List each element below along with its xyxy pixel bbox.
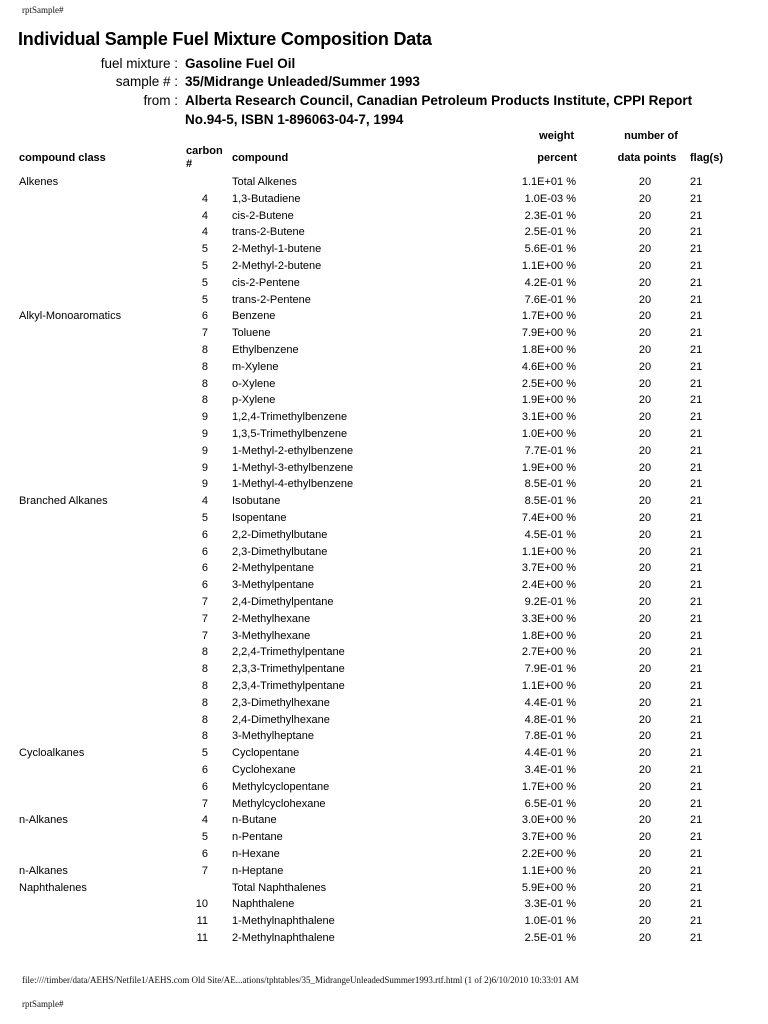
flags-cell: 21 xyxy=(690,310,703,322)
carbon-number-cell: 5 xyxy=(201,747,208,759)
flags-cell: 21 xyxy=(690,630,703,642)
fuel-mixture-value: Gasoline Fuel Oil xyxy=(185,56,296,71)
compound-class-cell: Branched Alkanes xyxy=(19,495,108,507)
data-points-cell: 20 xyxy=(638,680,652,692)
compound-name-cell: 1-Methylnaphthalene xyxy=(232,915,335,927)
weight-percent-cell: 7.7E-01 % xyxy=(524,445,576,457)
weight-percent-cell: 3.0E+00 % xyxy=(521,814,576,826)
flags-cell: 21 xyxy=(690,327,703,339)
flags-cell: 21 xyxy=(690,865,703,877)
flags-cell: 21 xyxy=(690,260,703,272)
flags-cell: 21 xyxy=(690,529,703,541)
data-points-cell: 20 xyxy=(638,865,652,877)
weight-percent-cell: 1.1E+00 % xyxy=(521,260,576,272)
compound-name-cell: 1-Methyl-4-ethylbenzene xyxy=(232,478,354,490)
weight-percent-cell: 1.1E+01 % xyxy=(521,176,576,188)
from-label: from : xyxy=(143,93,178,108)
data-points-cell: 20 xyxy=(638,394,652,406)
compound-name-cell: 1-Methyl-2-ethylbenzene xyxy=(232,445,354,457)
weight-percent-cell: 3.7E+00 % xyxy=(521,562,576,574)
data-points-cell: 20 xyxy=(638,898,652,910)
flags-cell: 21 xyxy=(690,747,703,759)
weight-percent-cell: 3.7E+00 % xyxy=(521,831,576,843)
weight-percent-cell: 7.9E+00 % xyxy=(521,327,576,339)
weight-percent-cell: 7.6E-01 % xyxy=(524,294,576,306)
col-points-line2: data points xyxy=(617,152,677,164)
carbon-number-cell: 7 xyxy=(201,327,208,339)
carbon-number-cell: 7 xyxy=(201,596,208,608)
flags-cell: 21 xyxy=(690,831,703,843)
weight-percent-cell: 4.4E-01 % xyxy=(524,747,576,759)
compound-name-cell: 2,2-Dimethylbutane xyxy=(232,529,328,541)
weight-percent-cell: 1.0E-01 % xyxy=(524,915,576,927)
carbon-number-cell: 4 xyxy=(201,210,208,222)
data-points-cell: 20 xyxy=(638,243,652,255)
weight-percent-cell: 5.9E+00 % xyxy=(521,882,576,894)
compound-name-cell: Toluene xyxy=(232,327,271,339)
weight-percent-cell: 2.5E-01 % xyxy=(524,932,576,944)
weight-percent-cell: 1.0E+00 % xyxy=(521,428,576,440)
flags-cell: 21 xyxy=(690,562,703,574)
carbon-number-cell: 7 xyxy=(201,798,208,810)
weight-percent-cell: 1.9E+00 % xyxy=(521,394,576,406)
data-points-cell: 20 xyxy=(638,428,652,440)
carbon-number-cell: 4 xyxy=(201,814,208,826)
flags-cell: 21 xyxy=(690,579,703,591)
flags-cell: 21 xyxy=(690,445,703,457)
flags-cell: 21 xyxy=(690,394,703,406)
data-points-cell: 20 xyxy=(638,327,652,339)
compound-name-cell: 1-Methyl-3-ethylbenzene xyxy=(232,462,354,474)
compound-name-cell: n-Hexane xyxy=(232,848,280,860)
compound-name-cell: n-Pentane xyxy=(232,831,283,843)
carbon-number-cell: 8 xyxy=(201,730,208,742)
compound-name-cell: cis-2-Butene xyxy=(232,210,294,222)
page-title: Individual Sample Fuel Mixture Composition Data xyxy=(18,29,432,49)
compound-name-cell: 2,3-Dimethylbutane xyxy=(232,546,328,558)
flags-cell: 21 xyxy=(690,714,703,726)
carbon-number-cell: 6 xyxy=(201,848,208,860)
flags-cell: 21 xyxy=(690,898,703,910)
data-points-cell: 20 xyxy=(638,579,652,591)
flags-cell: 21 xyxy=(690,294,703,306)
compound-name-cell: 2,4-Dimethylhexane xyxy=(232,714,330,726)
weight-percent-cell: 1.0E-03 % xyxy=(524,193,576,205)
flags-cell: 21 xyxy=(690,210,703,222)
weight-percent-cell: 2.7E+00 % xyxy=(521,646,576,658)
carbon-number-cell: 5 xyxy=(201,277,208,289)
data-points-cell: 20 xyxy=(638,613,652,625)
data-points-cell: 20 xyxy=(638,294,652,306)
col-weight-line2: percent xyxy=(537,152,577,164)
compound-name-cell: trans-2-Butene xyxy=(232,226,305,238)
compound-name-cell: Cyclohexane xyxy=(232,764,296,776)
compound-name-cell: o-Xylene xyxy=(232,378,276,390)
data-points-cell: 20 xyxy=(638,714,652,726)
data-points-cell: 20 xyxy=(638,764,652,776)
weight-percent-cell: 1.1E+00 % xyxy=(521,546,576,558)
carbon-number-cell: 9 xyxy=(201,411,208,423)
carbon-number-cell: 8 xyxy=(201,344,208,356)
compound-name-cell: 3-Methylpentane xyxy=(232,579,314,591)
carbon-number-cell: 10 xyxy=(195,898,208,910)
flags-cell: 21 xyxy=(690,781,703,793)
compound-name-cell: 3-Methylhexane xyxy=(232,630,311,642)
carbon-number-cell: 5 xyxy=(201,294,208,306)
fuel-mixture-label: fuel mixture : xyxy=(100,56,178,71)
compound-name-cell: Methylcyclohexane xyxy=(232,798,326,810)
flags-cell: 21 xyxy=(690,915,703,927)
flags-cell: 21 xyxy=(690,596,703,608)
data-points-cell: 20 xyxy=(638,697,652,709)
weight-percent-cell: 1.1E+00 % xyxy=(521,865,576,877)
data-points-cell: 20 xyxy=(638,882,652,894)
flags-cell: 21 xyxy=(690,361,703,373)
weight-percent-cell: 1.9E+00 % xyxy=(521,462,576,474)
flags-cell: 21 xyxy=(690,277,703,289)
weight-percent-cell: 2.5E-01 % xyxy=(524,226,576,238)
flags-cell: 21 xyxy=(690,411,703,423)
carbon-number-cell: 8 xyxy=(201,714,208,726)
flags-cell: 21 xyxy=(690,814,703,826)
weight-percent-cell: 2.4E+00 % xyxy=(521,579,576,591)
carbon-number-cell: 6 xyxy=(201,781,208,793)
compound-name-cell: 2,2,4-Trimethylpentane xyxy=(232,646,345,658)
carbon-number-cell: 8 xyxy=(201,646,208,658)
carbon-number-cell: 11 xyxy=(196,915,208,927)
data-points-cell: 20 xyxy=(638,495,652,507)
flags-cell: 21 xyxy=(690,646,703,658)
weight-percent-cell: 2.5E+00 % xyxy=(521,378,576,390)
compound-class-cell: Alkyl-Monoaromatics xyxy=(19,310,122,322)
compound-name-cell: 1,3-Butadiene xyxy=(232,193,301,205)
flags-cell: 21 xyxy=(690,764,703,776)
carbon-number-cell: 6 xyxy=(201,310,208,322)
compound-name-cell: 2-Methyl-2-butene xyxy=(232,260,322,272)
compound-name-cell: Benzene xyxy=(232,310,276,322)
weight-percent-cell: 7.4E+00 % xyxy=(521,512,576,524)
weight-percent-cell: 4.4E-01 % xyxy=(524,697,576,709)
flags-cell: 21 xyxy=(690,848,703,860)
weight-percent-cell: 4.5E-01 % xyxy=(524,529,576,541)
data-points-cell: 20 xyxy=(638,596,652,608)
col-compound: compound xyxy=(232,152,289,164)
weight-percent-cell: 6.5E-01 % xyxy=(524,798,576,810)
carbon-number-cell: 9 xyxy=(201,462,208,474)
carbon-number-cell: 9 xyxy=(201,428,208,440)
data-points-cell: 20 xyxy=(638,512,652,524)
carbon-number-cell: 5 xyxy=(201,512,208,524)
carbon-number-cell: 5 xyxy=(201,831,208,843)
data-points-cell: 20 xyxy=(638,781,652,793)
col-points-line1: number of xyxy=(624,130,678,142)
page-header: rptSample# xyxy=(22,5,64,15)
weight-percent-cell: 1.7E+00 % xyxy=(521,310,576,322)
col-weight-line1: weight xyxy=(539,130,574,142)
weight-percent-cell: 1.1E+00 % xyxy=(521,680,576,692)
compound-class-cell: n-Alkanes xyxy=(19,865,68,877)
data-points-cell: 20 xyxy=(638,378,652,390)
weight-percent-cell: 9.2E-01 % xyxy=(524,596,576,608)
sample-label: sample # : xyxy=(115,74,178,89)
weight-percent-cell: 2.3E-01 % xyxy=(524,210,576,222)
carbon-number-cell: 9 xyxy=(201,445,208,457)
data-points-cell: 20 xyxy=(638,562,652,574)
compound-name-cell: Total Naphthalenes xyxy=(232,882,327,894)
weight-percent-cell: 3.3E+00 % xyxy=(521,613,576,625)
carbon-number-cell: 7 xyxy=(201,630,208,642)
carbon-number-cell: 6 xyxy=(201,529,208,541)
data-points-cell: 20 xyxy=(638,478,652,490)
compound-name-cell: cis-2-Pentene xyxy=(232,277,300,289)
carbon-number-cell: 4 xyxy=(201,226,208,238)
data-points-cell: 20 xyxy=(638,831,652,843)
from-value-line1: Alberta Research Council, Canadian Petroleum Products Institute, CPPI Report xyxy=(185,93,693,108)
compound-name-cell: Cyclopentane xyxy=(232,747,300,759)
flags-cell: 21 xyxy=(690,512,703,524)
carbon-number-cell: 8 xyxy=(201,394,208,406)
flags-cell: 21 xyxy=(690,226,703,238)
weight-percent-cell: 8.5E-01 % xyxy=(524,495,576,507)
compound-name-cell: trans-2-Pentene xyxy=(232,294,311,306)
weight-percent-cell: 3.4E-01 % xyxy=(524,764,576,776)
weight-percent-cell: 1.7E+00 % xyxy=(521,781,576,793)
flags-cell: 21 xyxy=(690,378,703,390)
flags-cell: 21 xyxy=(690,730,703,742)
data-points-cell: 20 xyxy=(638,445,652,457)
flags-cell: 21 xyxy=(690,882,703,894)
carbon-number-cell: 8 xyxy=(201,663,208,675)
data-points-cell: 20 xyxy=(638,193,652,205)
weight-percent-cell: 1.8E+00 % xyxy=(521,344,576,356)
data-points-cell: 20 xyxy=(638,226,652,238)
data-points-cell: 20 xyxy=(638,798,652,810)
flags-cell: 21 xyxy=(690,243,703,255)
data-points-cell: 20 xyxy=(638,546,652,558)
col-compound-class: compound class xyxy=(19,152,106,164)
carbon-number-cell: 9 xyxy=(201,478,208,490)
weight-percent-cell: 8.5E-01 % xyxy=(524,478,576,490)
flags-cell: 21 xyxy=(690,697,703,709)
col-carbon-line1: carbon xyxy=(186,145,223,157)
compound-name-cell: Isopentane xyxy=(232,512,287,524)
carbon-number-cell: 6 xyxy=(201,579,208,591)
carbon-number-cell: 6 xyxy=(201,562,208,574)
compound-name-cell: 2-Methylpentane xyxy=(232,562,314,574)
carbon-number-cell: 8 xyxy=(201,378,208,390)
data-points-cell: 20 xyxy=(638,411,652,423)
data-points-cell: 20 xyxy=(638,730,652,742)
weight-percent-cell: 7.9E-01 % xyxy=(524,663,576,675)
compound-name-cell: 2-Methylhexane xyxy=(232,613,311,625)
data-points-cell: 20 xyxy=(638,344,652,356)
weight-percent-cell: 1.8E+00 % xyxy=(521,630,576,642)
col-flags: flag(s) xyxy=(690,152,723,164)
compound-name-cell: 3-Methylheptane xyxy=(232,730,314,742)
carbon-number-cell: 4 xyxy=(201,495,208,507)
compound-name-cell: 2-Methyl-1-butene xyxy=(232,243,322,255)
data-points-cell: 20 xyxy=(638,310,652,322)
compound-class-cell: Naphthalenes xyxy=(19,882,87,894)
flags-cell: 21 xyxy=(690,495,703,507)
compound-name-cell: 1,3,5-Trimethylbenzene xyxy=(232,428,348,440)
col-carbon-line2: # xyxy=(186,158,193,170)
data-points-cell: 20 xyxy=(638,361,652,373)
data-points-cell: 20 xyxy=(638,646,652,658)
flags-cell: 21 xyxy=(690,462,703,474)
compound-name-cell: 2-Methylnaphthalene xyxy=(232,932,335,944)
weight-percent-cell: 3.1E+00 % xyxy=(521,411,576,423)
data-points-cell: 20 xyxy=(638,529,652,541)
compound-class-cell: Alkenes xyxy=(19,176,59,188)
sample-value: 35/Midrange Unleaded/Summer 1993 xyxy=(185,74,420,89)
compound-name-cell: Naphthalene xyxy=(232,898,295,910)
data-points-cell: 20 xyxy=(638,848,652,860)
compound-name-cell: Ethylbenzene xyxy=(232,344,299,356)
flags-cell: 21 xyxy=(690,932,703,944)
data-points-cell: 20 xyxy=(638,210,652,222)
compound-name-cell: p-Xylene xyxy=(232,394,276,406)
data-points-cell: 20 xyxy=(638,814,652,826)
data-points-cell: 20 xyxy=(638,630,652,642)
compound-name-cell: n-Butane xyxy=(232,814,277,826)
compound-name-cell: n-Heptane xyxy=(232,865,284,877)
compound-name-cell: Isobutane xyxy=(232,495,281,507)
compound-name-cell: 2,3,4-Trimethylpentane xyxy=(232,680,345,692)
compound-name-cell: 1,2,4-Trimethylbenzene xyxy=(232,411,348,423)
weight-percent-cell: 4.6E+00 % xyxy=(521,361,576,373)
compound-name-cell: m-Xylene xyxy=(232,361,279,373)
flags-cell: 21 xyxy=(690,344,703,356)
compound-name-cell: 2,3-Dimethylhexane xyxy=(232,697,330,709)
carbon-number-cell: 5 xyxy=(201,243,208,255)
carbon-number-cell: 5 xyxy=(201,260,208,272)
carbon-number-cell: 8 xyxy=(201,680,208,692)
weight-percent-cell: 4.8E-01 % xyxy=(524,714,576,726)
compound-name-cell: Total Alkenes xyxy=(232,176,297,188)
flags-cell: 21 xyxy=(690,478,703,490)
data-points-cell: 20 xyxy=(638,915,652,927)
data-points-cell: 20 xyxy=(638,176,652,188)
data-points-cell: 20 xyxy=(638,462,652,474)
data-points-cell: 20 xyxy=(638,932,652,944)
compound-name-cell: 2,4-Dimethylpentane xyxy=(232,596,334,608)
compound-name-cell: Methylcyclopentane xyxy=(232,781,330,793)
carbon-number-cell: 8 xyxy=(201,697,208,709)
flags-cell: 21 xyxy=(690,613,703,625)
carbon-number-cell: 6 xyxy=(201,546,208,558)
compound-class-cell: Cycloalkanes xyxy=(19,747,85,759)
carbon-number-cell: 7 xyxy=(201,865,208,877)
weight-percent-cell: 3.3E-01 % xyxy=(524,898,576,910)
flags-cell: 21 xyxy=(690,680,703,692)
weight-percent-cell: 5.6E-01 % xyxy=(524,243,576,255)
carbon-number-cell: 4 xyxy=(201,193,208,205)
data-points-cell: 20 xyxy=(638,663,652,675)
flags-cell: 21 xyxy=(690,193,703,205)
weight-percent-cell: 7.8E-01 % xyxy=(524,730,576,742)
weight-percent-cell: 2.2E+00 % xyxy=(521,848,576,860)
data-points-cell: 20 xyxy=(638,747,652,759)
flags-cell: 21 xyxy=(690,546,703,558)
footer-page-header: rptSample# xyxy=(22,999,64,1009)
carbon-number-cell: 11 xyxy=(196,932,208,944)
flags-cell: 21 xyxy=(690,428,703,440)
compound-name-cell: 2,3,3-Trimethylpentane xyxy=(232,663,345,675)
compound-class-cell: n-Alkanes xyxy=(19,814,68,826)
carbon-number-cell: 6 xyxy=(201,764,208,776)
carbon-number-cell: 8 xyxy=(201,361,208,373)
flags-cell: 21 xyxy=(690,176,703,188)
flags-cell: 21 xyxy=(690,663,703,675)
from-value-line2: No.94-5, ISBN 1-896063-04-7, 1994 xyxy=(185,112,404,127)
carbon-number-cell: 7 xyxy=(201,613,208,625)
data-points-cell: 20 xyxy=(638,260,652,272)
data-points-cell: 20 xyxy=(638,277,652,289)
weight-percent-cell: 4.2E-01 % xyxy=(524,277,576,289)
flags-cell: 21 xyxy=(690,798,703,810)
footer-url: file:////timber/data/AEHS/Netfile1/AEHS.com Old Site/AE...ations/tphtables/35_MidrangeUnleadedSummer1993.rtf.html (1 of 2)6/10/2010 10:33:01 AM xyxy=(22,975,579,985)
